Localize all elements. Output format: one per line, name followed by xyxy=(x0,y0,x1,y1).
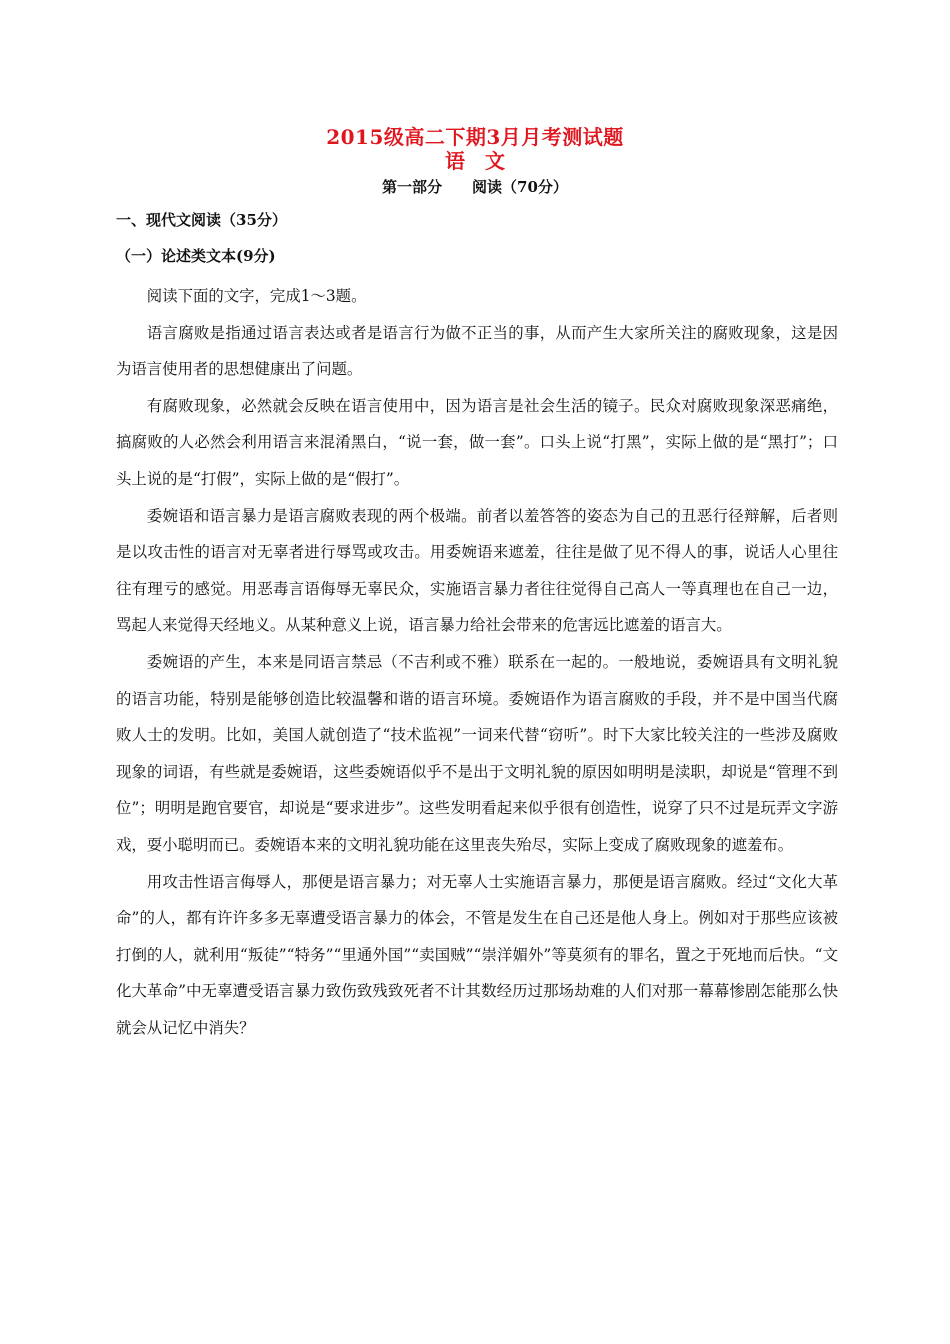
part-heading: 第一部分 阅读（70分） xyxy=(382,178,568,196)
passage-paragraph: 用攻击性语言侮辱人，那便是语言暴力；对无辜人士实施语言暴力，那便是语言腐败。经过“文化大革命”的人，都有许许多多无辜遭受语言暴力的体会，不管是发生在自己还是他人身上。例如对于那些应该被打倒的人，就利用“叛徒”“特务”“里通外国”“卖国贼”“崇洋媚外”等莫须有的罪名，置之于死地而后快。“文化大革命”中无辜遭受语言暴力致伤致残致死者不计其数经历过那场劫难的人们对那一幕幕惨剧怎能那么快就会从记忆中消失？ xyxy=(116,872,838,1037)
subsection-heading: （一）论述类文本(9分) xyxy=(116,247,276,265)
passage-paragraph: 有腐败现象，必然就会反映在语言使用中，因为语言是社会生活的镜子。民众对腐败现象深恶痛绝，搞腐败的人必然会利用语言来混淆黑白，“说一套，做一套”。口头上说“打黑”，实际上做的是“黑打”；口头上说的是“打假”，实际上做的是“假打”。 xyxy=(116,396,838,488)
passage-paragraph: 委婉语和语言暴力是语言腐败表现的两个极端。前者以羞答答的姿态为自己的丑恶行径辩解，后者则是以攻击性的语言对无辜者进行辱骂或攻击。用委婉语来遮羞，往往是做了见不得人的事，说话人心里往往有理亏的感觉。用恶毒言语侮辱无辜民众，实施语言暴力者往往觉得自己高人一等真理也在自己一边，骂起人来觉得天经地义。从某种意义上说，语言暴力给社会带来的危害远比遮羞的语言大。 xyxy=(116,506,838,635)
exam-title: 2015级高二下期3月月考测试题 xyxy=(326,125,624,149)
passage-paragraph: 委婉语的产生，本来是同语言禁忌（不吉利或不雅）联系在一起的。一般地说，委婉语具有文明礼貌的语言功能，特别是能够创造比较温馨和谐的语言环境。委婉语作为语言腐败的手段，并不是中国当代腐败人士的发明。比如，美国人就创造了“技术监视”一词来代替“窃听”。时下大家比较关注的一些涉及腐败现象的词语，有些就是委婉语，这些委婉语似乎不是出于文明礼貌的原因如明明是渎职，却说是“管理不到位”；明明是跑官要官，却说是“要求进步”。这些发明看起来似乎很有创造性，说穿了只不过是玩弄文字游戏，耍小聪明而已。委婉语本来的文明礼貌功能在这里丧失殆尽，实际上变成了腐败现象的遮羞布。 xyxy=(116,652,838,854)
instruction-paragraph: 阅读下面的文字，完成1～3题。 xyxy=(146,287,367,305)
subject-title: 语 文 xyxy=(445,149,505,173)
reading-passage xyxy=(116,278,838,1046)
passage-paragraph: 语言腐败是指通过语言表达或者是语言行为做不正当的事，从而产生大家所关注的腐败现象，这是因为语言使用者的思想健康出了问题。 xyxy=(116,323,838,379)
section-heading: 一、现代文阅读（35分） xyxy=(116,211,287,229)
